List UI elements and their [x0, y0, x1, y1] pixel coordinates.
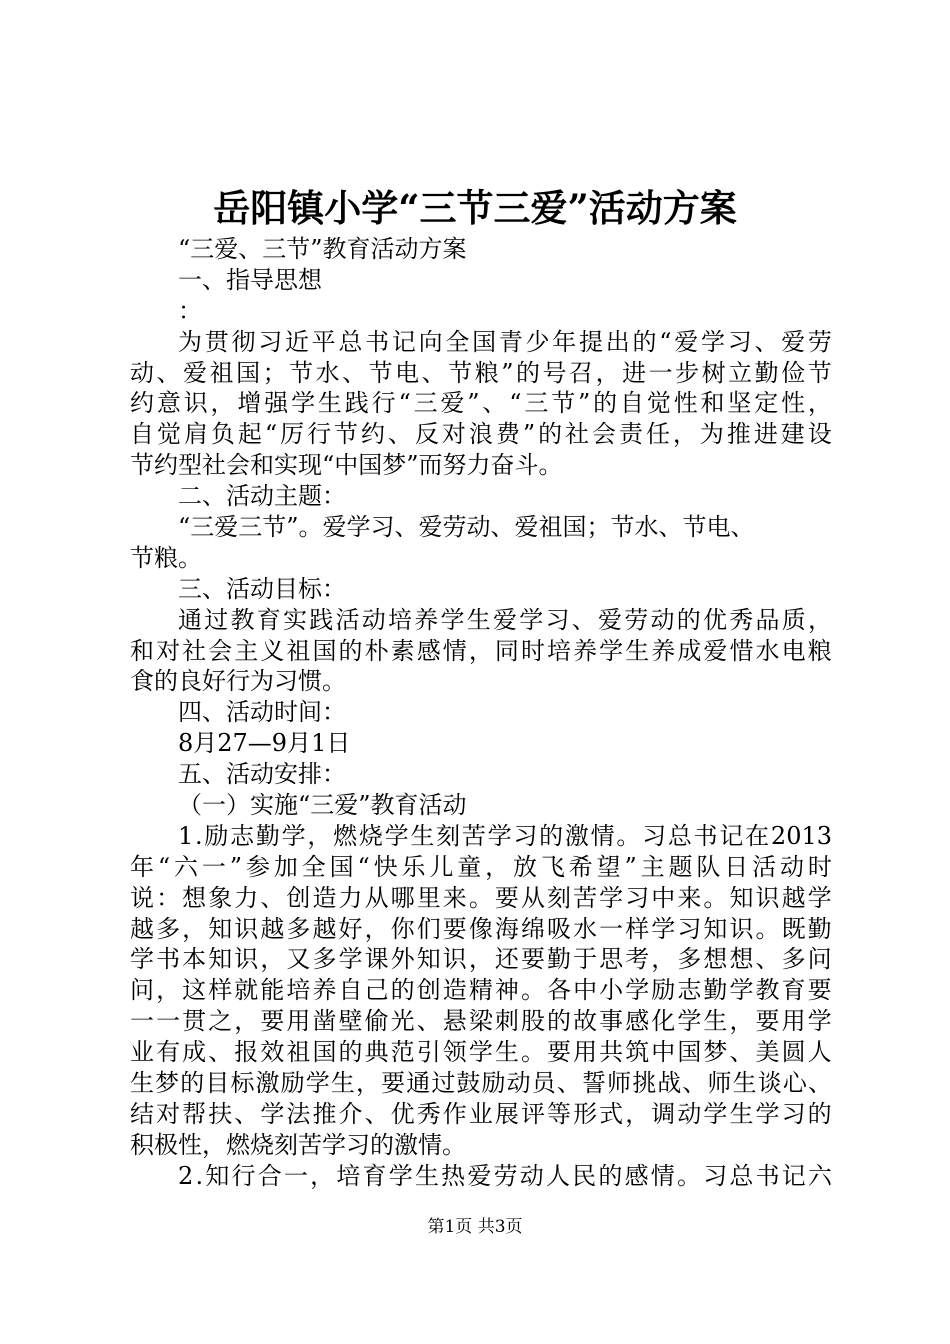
text-line: ：	[178, 296, 202, 325]
text-line-content: 生 梦 的 目 标 激 励 学 生 ， 要 通 过 鼓 励 动 员 、 誓 师 挑 战 、 师 生 谈 心 、	[130, 1069, 832, 1098]
text-line-content: 为 贯 彻 习 近 平 总 书 记 向 全 国 青 少 年 提 出 的 “ 爱 学 习 、 爱 劳	[178, 327, 832, 356]
text-line: 一、指导思想	[178, 265, 322, 294]
text-line	[130, 944, 832, 975]
text-line	[130, 636, 832, 667]
text-line	[130, 327, 832, 358]
document-title: 岳阳镇小学“三节三爱”活动方案	[213, 186, 737, 230]
text-line-content: 通 过 教 育 实 践 活 动 培 养 学 生 爱 学 习 、 爱 劳 动 的 优 秀 品 质 ，	[178, 605, 832, 634]
text-line-content: 动 、 爱 祖 国 ； 节 水 、 节 电 、 节 粮 ” 的 号 召 ， 进 一 步 树 立 勤 俭 节	[130, 358, 832, 387]
text-line	[130, 852, 832, 883]
text-line-content: 1 . 励 志 勤 学 ， 燃 烧 学 生 刻 苦 学 习 的 激 情 。 习 总 书 记 在 2013	[178, 821, 832, 850]
text-line	[130, 883, 832, 914]
text-line-content: 问 ， 这 样 就 能 培 养 自 己 的 创 造 精 神 。 各 中 小 学 励 志 勤 学 教 育 要	[130, 976, 832, 1005]
text-line	[130, 358, 832, 389]
text-line-content: 约 意 识 ， 增 强 学 生 践 行 “ 三 爱 ” 、 “ 三 节 ” 的 自 觉 性 和 坚 定 性 ，	[130, 389, 832, 418]
text-line	[130, 975, 832, 1006]
text-line-content: 自 觉 肩 负 起 “ 厉 行 节 约 、 反 对 浪 费 ” 的 社 会 责 任 ， 为 推 进 建 设	[130, 420, 832, 449]
text-line-content: 说 ： 想 象 力 、 创 造 力 从 哪 里 来 。 要 从 刻 苦 学 习 中 来 。 知 识 越 学	[130, 883, 832, 912]
text-line: “三爱、三节”教育活动方案	[178, 235, 467, 263]
text-line-content: 越 多 ， 知 识 越 多 越 好 ， 你 们 要 像 海 绵 吸 水 一 样 学 习 知 识 。 既 勤	[130, 914, 832, 943]
text-line: 节粮。	[130, 543, 202, 572]
text-line-content: 一 一 贯 之 ， 要 用 凿 壁 偷 光 、 悬 梁 刺 股 的 故 事 感 化 学 生 ， 要 用 学	[130, 1007, 832, 1036]
text-line: 食的良好行为习惯。	[130, 667, 346, 696]
document-body	[130, 234, 832, 1192]
text-line: 节约型社会和实现“中国梦”而努力奋斗。	[130, 451, 563, 480]
text-line: 四、活动时间：	[178, 698, 346, 727]
text-line	[130, 1161, 832, 1192]
text-line	[130, 388, 832, 419]
text-line: 三、活动目标：	[178, 574, 346, 603]
text-line-content: 年 “ 六 一 ” 参 加 全 国 “ 快 乐 儿 童 ， 放 飞 希 望 ” 主 题 队 日 活 动 时	[130, 852, 832, 881]
text-line	[130, 1068, 832, 1099]
text-line-content: 2 . 知 行 合 一 ， 培 育 学 生 热 爱 劳 动 人 民 的 感 情 。 习 总 书 记 六	[178, 1161, 832, 1190]
text-line	[130, 1099, 832, 1130]
text-line: 五、活动安排：	[178, 760, 346, 789]
text-line-content: 和 对 社 会 主 义 祖 国 的 朴 素 感 情 ， 同 时 培 养 学 生 养 成 爱 惜 水 电 粮	[130, 636, 832, 665]
text-line-content: 结 对 帮 扶 、 学 法 推 介 、 优 秀 作 业 展 评 等 形 式 ， 调 动 学 生 学 习 的	[130, 1099, 832, 1128]
text-line: 积极性，燃烧刻苦学习的激情。	[130, 1130, 466, 1159]
text-line-content: 学 书 本 知 识 ， 又 多 学 课 外 知 识 ， 还 要 勤 于 思 考 ， 多 想 想 、 多 问	[130, 945, 832, 974]
text-line: “三爱三节”。爱学习、爱劳动、爱祖国；节水、节电、	[178, 513, 755, 542]
text-line	[130, 605, 832, 636]
text-line	[130, 1037, 832, 1068]
page-number: 第1页 共3页	[427, 1217, 523, 1237]
text-line: （一）实施“三爱”教育活动	[178, 791, 467, 820]
text-line	[130, 821, 832, 852]
text-line-content: 业 有 成 、 报 效 祖 国 的 典 范 引 领 学 生 。 要 用 共 筑 中 国 梦 、 美 圆 人	[130, 1038, 832, 1067]
text-line	[130, 914, 832, 945]
text-line: 二、活动主题：	[178, 482, 346, 511]
text-line	[130, 419, 832, 450]
text-line: 8月27—9月1日	[178, 729, 351, 758]
text-line	[130, 1006, 832, 1037]
